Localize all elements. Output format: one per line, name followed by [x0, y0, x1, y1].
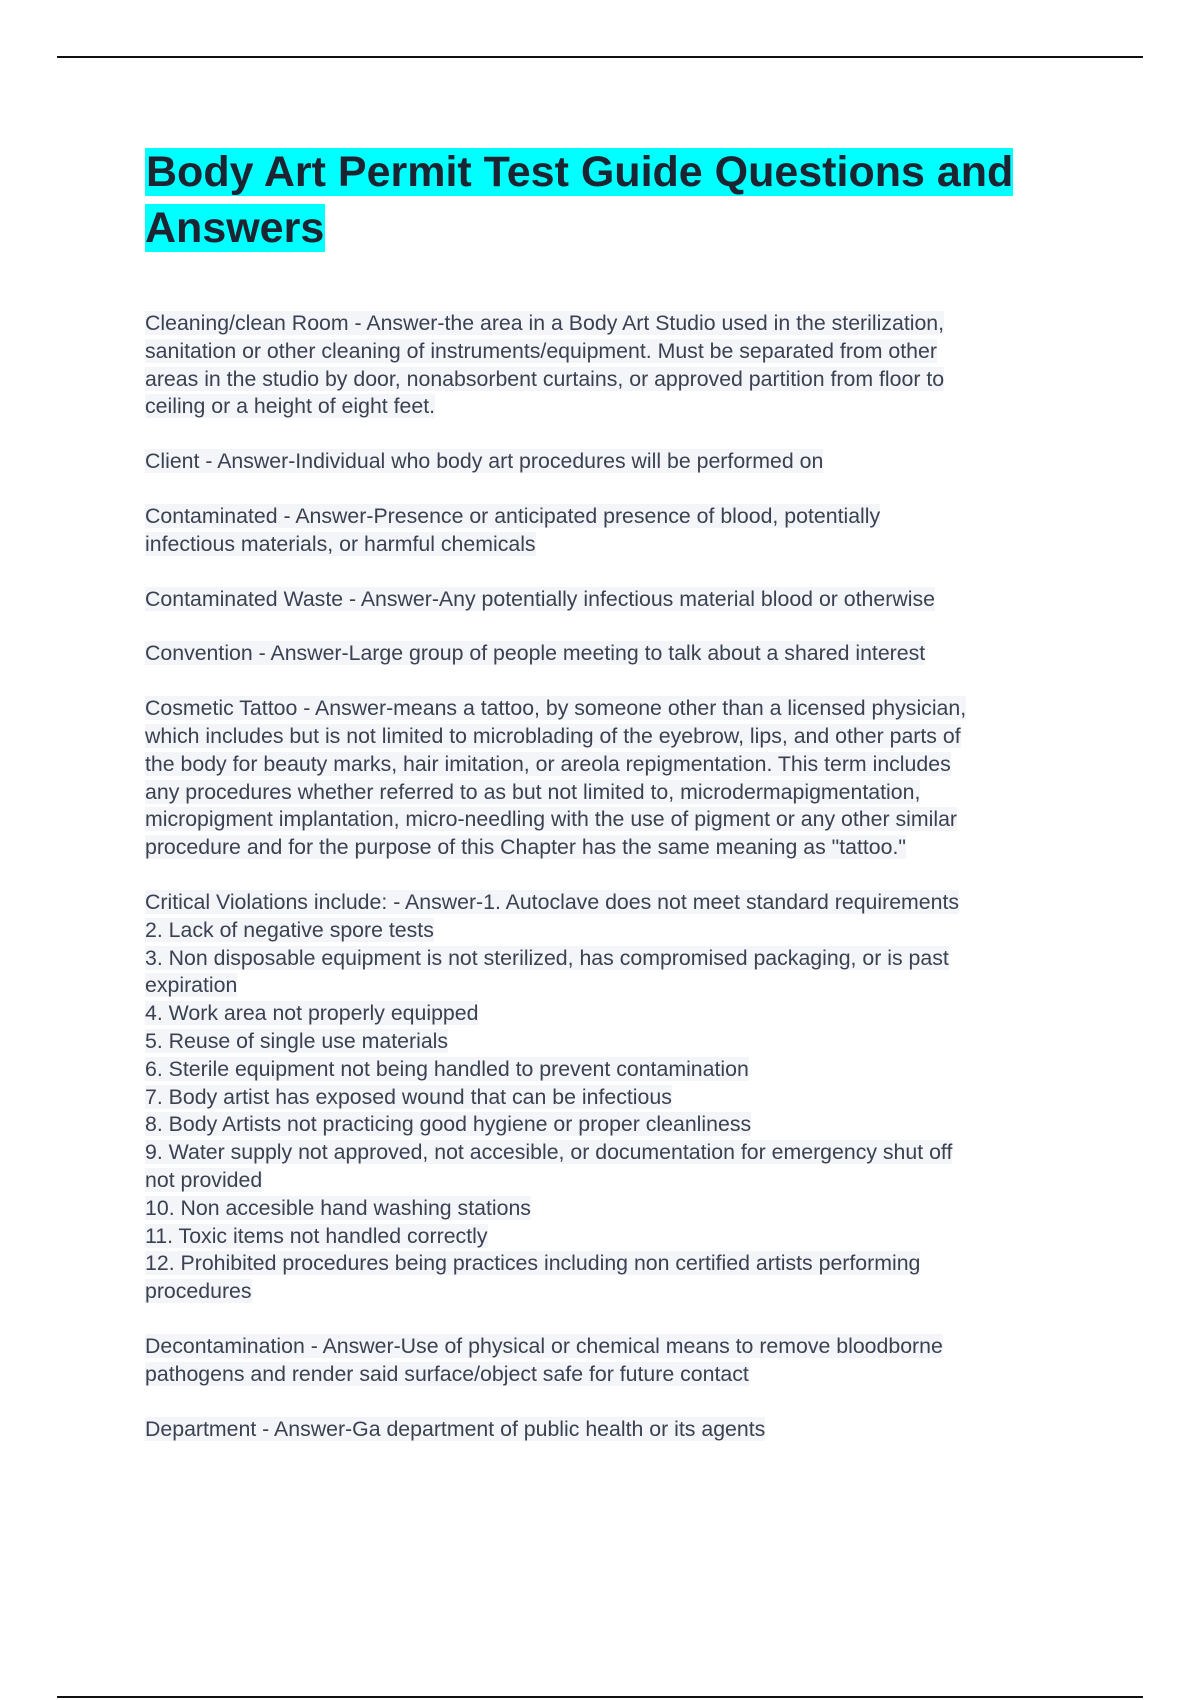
qa-entry-line-text: procedures: [145, 1279, 252, 1304]
entries-list: [145, 310, 1090, 1443]
qa-entry-line-text: 11. Toxic items not handled correctly: [145, 1223, 488, 1248]
qa-entry-line: [145, 972, 1090, 1000]
bottom-rule: [57, 1696, 1143, 1698]
qa-entry-line-text: Cleaning/clean Room - Answer-the area in a Body Art Studio used in the sterilization,: [145, 311, 945, 335]
qa-entry-line-text: 12. Prohibited procedures being practices including non certified artists performing: [145, 1251, 921, 1276]
qa-entry-line: [145, 723, 1090, 751]
qa-entry: [145, 586, 1090, 614]
qa-entry-line: [145, 1361, 1090, 1389]
qa-entry-line: [145, 1084, 1090, 1112]
qa-entry-line-text: pathogens and render said surface/object safe for future contact: [145, 1361, 749, 1386]
qa-entry: [145, 640, 1090, 668]
qa-entry-line-text: 4. Work area not properly equipped: [145, 1001, 479, 1026]
qa-entry-line: [145, 1000, 1090, 1028]
qa-entry-line-text: 5. Reuse of single use materials: [145, 1028, 449, 1053]
qa-entry-line: [145, 1139, 1090, 1167]
qa-entry-line-text: Convention - Answer-Large group of people meeting to talk about a shared interest: [145, 641, 926, 666]
qa-entry-line: [145, 1195, 1090, 1223]
qa-entry-line: [145, 531, 1090, 559]
qa-entry-line-text: micropigment implantation, micro-needling with the use of pigment or any other similar: [145, 807, 958, 832]
qa-entry-line: [145, 751, 1090, 779]
qa-entry-line: [145, 1250, 1090, 1278]
qa-entry-line: [145, 310, 1090, 338]
top-rule: [57, 56, 1143, 58]
qa-entry-line: [145, 1278, 1090, 1306]
qa-entry-line: [145, 1111, 1090, 1139]
qa-entry-line-text: 3. Non disposable equipment is not sterilized, has compromised packaging, or is past: [145, 945, 949, 970]
qa-entry-line: [145, 1333, 1090, 1361]
qa-entry-line-text: ceiling or a height of eight feet.: [145, 394, 436, 419]
qa-entry-line: [145, 779, 1090, 807]
qa-entry-line: [145, 1056, 1090, 1084]
qa-entry-line: [145, 917, 1090, 945]
qa-entry-line-text: Critical Violations include: - Answer-1. Autoclave does not meet standard requirements: [145, 889, 960, 914]
qa-entry: [145, 889, 1090, 1306]
qa-entry-line: [145, 338, 1090, 366]
document-title: [145, 144, 1090, 256]
qa-entry-line-text: any procedures whether referred to as but not limited to, microdermapigmentation,: [145, 779, 921, 804]
qa-entry-line-text: Contaminated Waste - Answer-Any potentially infectious material blood or otherwise: [145, 586, 935, 611]
qa-entry-line: [145, 448, 1090, 476]
qa-entry-line-text: 8. Body Artists not practicing good hygiene or proper cleanliness: [145, 1112, 752, 1137]
qa-entry-line-text: not provided: [145, 1167, 263, 1192]
document-title-text: Body Art Permit Test Guide Questions and Answers: [145, 148, 1014, 252]
qa-entry-line-text: Cosmetic Tattoo - Answer-means a tattoo, by someone other than a licensed physician,: [145, 696, 967, 721]
qa-entry-line-text: sanitation or other cleaning of instruments/equipment. Must be separated from other: [145, 338, 937, 363]
qa-entry-line-text: infectious materials, or harmful chemicals: [145, 531, 536, 556]
qa-entry-line-text: 9. Water supply not approved, not accesible, or documentation for emergency shut off: [145, 1140, 953, 1165]
qa-entry-line-text: 7. Body artist has exposed wound that can be infectious: [145, 1084, 672, 1109]
qa-entry-line: [145, 806, 1090, 834]
qa-entry-line-text: expiration: [145, 973, 238, 998]
qa-entry-line: [145, 945, 1090, 973]
qa-entry-line: [145, 834, 1090, 862]
qa-entry-line: [145, 1223, 1090, 1251]
qa-entry-line-text: 2. Lack of negative spore tests: [145, 917, 434, 942]
qa-entry-line: [145, 586, 1090, 614]
qa-entry: [145, 1416, 1090, 1444]
qa-entry-line-text: Contaminated - Answer-Presence or anticipated presence of blood, potentially: [145, 503, 881, 528]
qa-entry-line-text: areas in the studio by door, nonabsorbent curtains, or approved partition from floor to: [145, 366, 945, 391]
qa-entry-line: [145, 695, 1090, 723]
qa-entry-line: [145, 1167, 1090, 1195]
qa-entry-line-text: Decontamination - Answer-Use of physical or chemical means to remove bloodborne: [145, 1333, 943, 1358]
qa-entry: [145, 695, 1090, 862]
document-body: [145, 144, 1090, 1470]
qa-entry: [145, 503, 1090, 559]
qa-entry-line-text: Client - Answer-Individual who body art procedures will be performed on: [145, 449, 824, 474]
qa-entry-line: [145, 640, 1090, 668]
qa-entry: [145, 1333, 1090, 1389]
qa-entry-line: [145, 503, 1090, 531]
qa-entry-line-text: procedure and for the purpose of this Chapter has the same meaning as "tattoo.": [145, 835, 906, 860]
qa-entry-line-text: which includes but is not limited to microblading of the eyebrow, lips, and other parts of: [145, 723, 961, 748]
qa-entry-line: [145, 889, 1090, 917]
qa-entry-line-text: 10. Non accesible hand washing stations: [145, 1195, 531, 1220]
qa-entry-line: [145, 366, 1090, 394]
qa-entry: [145, 448, 1090, 476]
qa-entry-line-text: 6. Sterile equipment not being handled to prevent contamination: [145, 1056, 749, 1081]
qa-entry-line-text: the body for beauty marks, hair imitation, or areola repigmentation. This term includes: [145, 751, 951, 776]
qa-entry: [145, 310, 1090, 421]
qa-entry-line: [145, 393, 1090, 421]
qa-entry-line: [145, 1416, 1090, 1444]
qa-entry-line: [145, 1028, 1090, 1056]
qa-entry-line-text: Department - Answer-Ga department of public health or its agents: [145, 1416, 766, 1441]
